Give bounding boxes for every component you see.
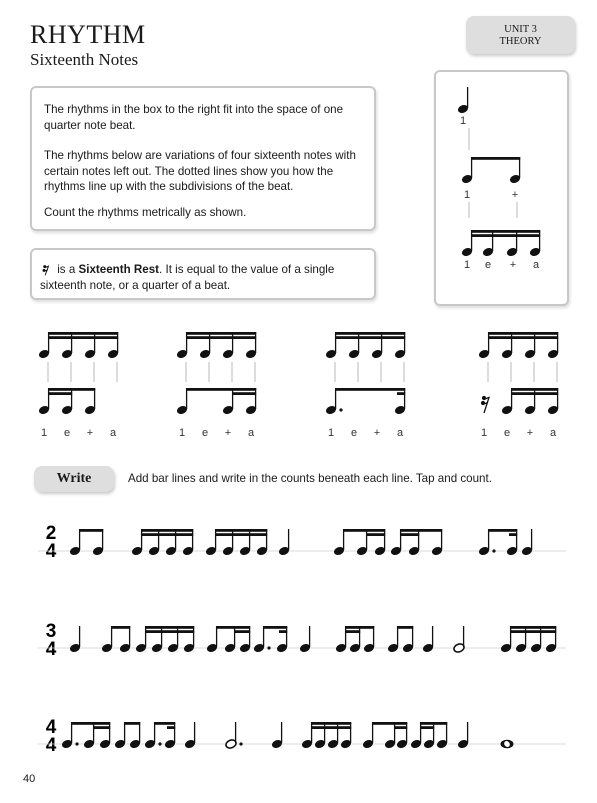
notehead: [325, 405, 337, 416]
notehead: [99, 739, 111, 750]
notehead: [384, 739, 396, 750]
notehead: [148, 546, 160, 557]
notehead: [453, 643, 465, 654]
augmentation-dot: [75, 742, 78, 745]
count-label: e: [484, 259, 492, 271]
note-beam: [511, 388, 558, 391]
note-beam: [511, 392, 558, 395]
notehead: [199, 349, 211, 360]
note-beam: [400, 533, 419, 536]
notehead: [356, 546, 368, 557]
notehead: [348, 349, 360, 360]
notehead: [38, 349, 50, 360]
rest-flag-dot: [482, 396, 486, 400]
note-beam: [397, 626, 413, 629]
rhythm-exercises: [38, 529, 566, 749]
notehead: [547, 405, 559, 416]
whole-note-outer: [501, 740, 514, 749]
notehead: [478, 546, 490, 557]
beat-subdivision-box: [434, 70, 569, 306]
note-beam: [343, 529, 385, 532]
intro-paragraph-1: The rhythms in the box to the right fit into the space of one quarter note beat.: [44, 103, 344, 132]
notehead: [151, 643, 163, 654]
note-beam: [141, 529, 193, 532]
time-signature-2-4: [46, 523, 57, 562]
note-beam: [79, 529, 103, 532]
rest-definition: [40, 262, 370, 293]
notehead: [144, 739, 156, 750]
note-beam: [345, 630, 360, 633]
notehead: [349, 643, 361, 654]
sixteenth-rest-box: [30, 248, 376, 300]
write-label: Write: [34, 466, 114, 492]
count-label: +: [526, 427, 534, 439]
count-label: +: [509, 259, 517, 271]
notehead: [396, 739, 408, 750]
note-beam: [215, 529, 267, 532]
note-beam: [186, 332, 256, 335]
notehead: [61, 349, 73, 360]
note-beam: [48, 336, 118, 339]
notehead: [547, 349, 559, 360]
augmentation-dot: [492, 549, 495, 552]
intro-paragraph-3: Count the rhythms metrically as shown.: [44, 206, 247, 219]
notehead: [92, 546, 104, 557]
notehead: [183, 643, 195, 654]
notehead: [431, 546, 443, 557]
note-beam: [186, 388, 256, 391]
count-label: a: [109, 427, 117, 439]
unit-section-label: THEORY: [499, 36, 542, 47]
time-signature-4-4: [46, 717, 57, 756]
augmentation-dot: [267, 646, 270, 649]
count-label: 1: [327, 427, 335, 439]
notehead: [394, 349, 406, 360]
notehead: [101, 643, 113, 654]
rest-flag-dot: [481, 401, 485, 405]
unit-badge: [466, 16, 575, 54]
note-beam: [124, 722, 140, 725]
notehead: [340, 739, 352, 750]
note-beam: [335, 336, 405, 339]
notehead: [436, 739, 448, 750]
count-label: e: [63, 427, 71, 439]
rhythm-variations: [38, 332, 559, 415]
notehead: [61, 739, 73, 750]
intro-box: [30, 86, 376, 231]
time-signature-bottom: 4: [45, 541, 57, 562]
notehead: [256, 546, 268, 557]
notehead: [253, 643, 265, 654]
notehead: [38, 405, 50, 416]
note-beam: [154, 722, 175, 725]
notehead: [61, 405, 73, 416]
notehead: [387, 643, 399, 654]
note-beam: [111, 626, 130, 629]
notehead: [335, 643, 347, 654]
note-beam: [263, 626, 287, 629]
note-beam: [420, 722, 447, 725]
note-beam: [232, 392, 256, 395]
note-beam: [397, 392, 405, 395]
notehead: [390, 546, 402, 557]
notehead: [506, 546, 518, 557]
notehead: [515, 643, 527, 654]
notehead: [165, 546, 177, 557]
intro-paragraph-2: The rhythms below are variations of four sixteenth notes with certain notes left out. The dotted lines show you how the rhythms line up with the subdivisions of the beat.: [44, 149, 356, 193]
page-subtitle: Sixteenth Notes: [30, 50, 139, 69]
note-beam: [394, 726, 407, 729]
rest-term: Sixteenth Rest: [78, 263, 160, 276]
notehead: [182, 546, 194, 557]
note-beam: [488, 336, 558, 339]
notehead: [205, 546, 217, 557]
count-label: a: [532, 259, 540, 271]
notehead: [327, 739, 339, 750]
notehead: [278, 546, 290, 557]
notehead: [222, 349, 234, 360]
notehead: [164, 739, 176, 750]
notehead: [478, 349, 490, 360]
time-signature-top: 3: [45, 621, 57, 642]
notehead: [176, 349, 188, 360]
notehead: [500, 643, 512, 654]
time-signature-top: 2: [45, 523, 57, 544]
notehead: [83, 739, 95, 750]
note-beam: [234, 630, 250, 633]
note-beam: [311, 726, 351, 729]
note-beam: [510, 630, 556, 633]
rest-stem: [484, 398, 489, 414]
note-beam: [48, 332, 118, 335]
notehead: [371, 349, 383, 360]
notehead: [222, 405, 234, 416]
page-number: 40: [23, 773, 36, 785]
notehead: [362, 739, 374, 750]
note-beam: [141, 533, 193, 536]
count-label: 1: [40, 427, 48, 439]
time-signature-top: 4: [45, 717, 57, 738]
unit-label: UNIT 3: [504, 24, 537, 35]
rest-text-after: . It is equal to the value of a single sixteenth note, or a quarter of a beat.: [40, 263, 335, 292]
notehead: [107, 349, 119, 360]
whole-note-inner: [503, 740, 511, 748]
notehead: [184, 739, 196, 750]
notehead: [299, 643, 311, 654]
count-label: +: [224, 427, 232, 439]
time-signature-bottom: 4: [45, 639, 57, 660]
note-beam: [488, 529, 517, 532]
note-beam: [186, 336, 256, 339]
notehead: [325, 349, 337, 360]
variation-counts: [41, 427, 557, 439]
rest-text-before: is a: [54, 263, 79, 276]
count-label: e: [503, 427, 511, 439]
notehead: [84, 349, 96, 360]
note-beam: [215, 533, 267, 536]
augmentation-dot: [158, 742, 161, 745]
augmentation-dot: [239, 742, 242, 745]
notehead: [114, 739, 126, 750]
write-instructions: Add bar lines and write in the counts beneath each line. Tap and count.: [128, 472, 492, 485]
notehead: [530, 643, 542, 654]
note-beam: [167, 726, 175, 729]
notehead: [301, 739, 313, 750]
note-beam: [93, 726, 110, 729]
note-beam: [71, 722, 110, 725]
count-label: 1: [459, 115, 467, 127]
note-beam: [311, 722, 351, 725]
notehead: [374, 546, 386, 557]
count-label: e: [350, 427, 358, 439]
notehead: [222, 546, 234, 557]
notehead: [524, 349, 536, 360]
notehead: [135, 643, 147, 654]
page-title: RHYTHM: [30, 20, 146, 49]
notehead: [119, 643, 131, 654]
note-beam: [345, 626, 374, 629]
notehead: [394, 405, 406, 416]
notehead: [410, 739, 422, 750]
count-label: 1: [463, 189, 471, 201]
notehead: [276, 643, 288, 654]
note-beam: [48, 388, 95, 391]
time-signature-bottom: 4: [45, 735, 57, 756]
sixteenth-rest-icon: [40, 264, 54, 276]
notehead: [69, 546, 81, 557]
count-label: 1: [178, 427, 186, 439]
notehead: [402, 643, 414, 654]
note-beam: [400, 529, 442, 532]
notehead: [333, 546, 345, 557]
notehead: [69, 643, 81, 654]
note-beam: [372, 722, 407, 725]
notehead: [501, 405, 513, 416]
notehead: [245, 405, 257, 416]
note-beam: [335, 388, 405, 391]
notehead: [167, 643, 179, 654]
note-beam: [48, 392, 72, 395]
count-label: +: [511, 189, 519, 201]
notehead: [363, 643, 375, 654]
note-beam: [488, 332, 558, 335]
notehead: [524, 405, 536, 416]
count-label: a: [396, 427, 404, 439]
notehead: [271, 739, 283, 750]
augmentation-dot: [339, 408, 342, 411]
note-beam: [335, 332, 405, 335]
notehead: [408, 546, 420, 557]
notehead: [129, 739, 141, 750]
note-beam: [366, 533, 385, 536]
notehead: [245, 349, 257, 360]
notehead: [545, 643, 557, 654]
count-label: 1: [463, 259, 471, 271]
notehead: [206, 643, 218, 654]
notehead: [521, 546, 533, 557]
time-signature-3-4: [46, 621, 57, 660]
note-beam: [145, 630, 194, 633]
count-label: a: [549, 427, 557, 439]
count-label: 1: [480, 427, 488, 439]
notehead: [224, 643, 236, 654]
count-label: +: [86, 427, 94, 439]
notehead: [225, 739, 237, 750]
note-beam: [279, 630, 287, 633]
note-beam: [145, 626, 194, 629]
count-label: +: [373, 427, 381, 439]
notehead: [423, 739, 435, 750]
note-beam: [510, 626, 556, 629]
notehead: [239, 643, 251, 654]
rest-flag: [484, 403, 488, 405]
notehead: [422, 643, 434, 654]
notehead: [131, 546, 143, 557]
note-beam: [509, 533, 517, 536]
notehead: [239, 546, 251, 557]
notehead: [457, 739, 469, 750]
count-label: e: [201, 427, 209, 439]
count-label: a: [247, 427, 255, 439]
note-beam: [420, 726, 434, 729]
notehead: [314, 739, 326, 750]
notehead: [176, 405, 188, 416]
note-beam: [216, 626, 250, 629]
notehead: [84, 405, 96, 416]
notehead: [501, 349, 513, 360]
